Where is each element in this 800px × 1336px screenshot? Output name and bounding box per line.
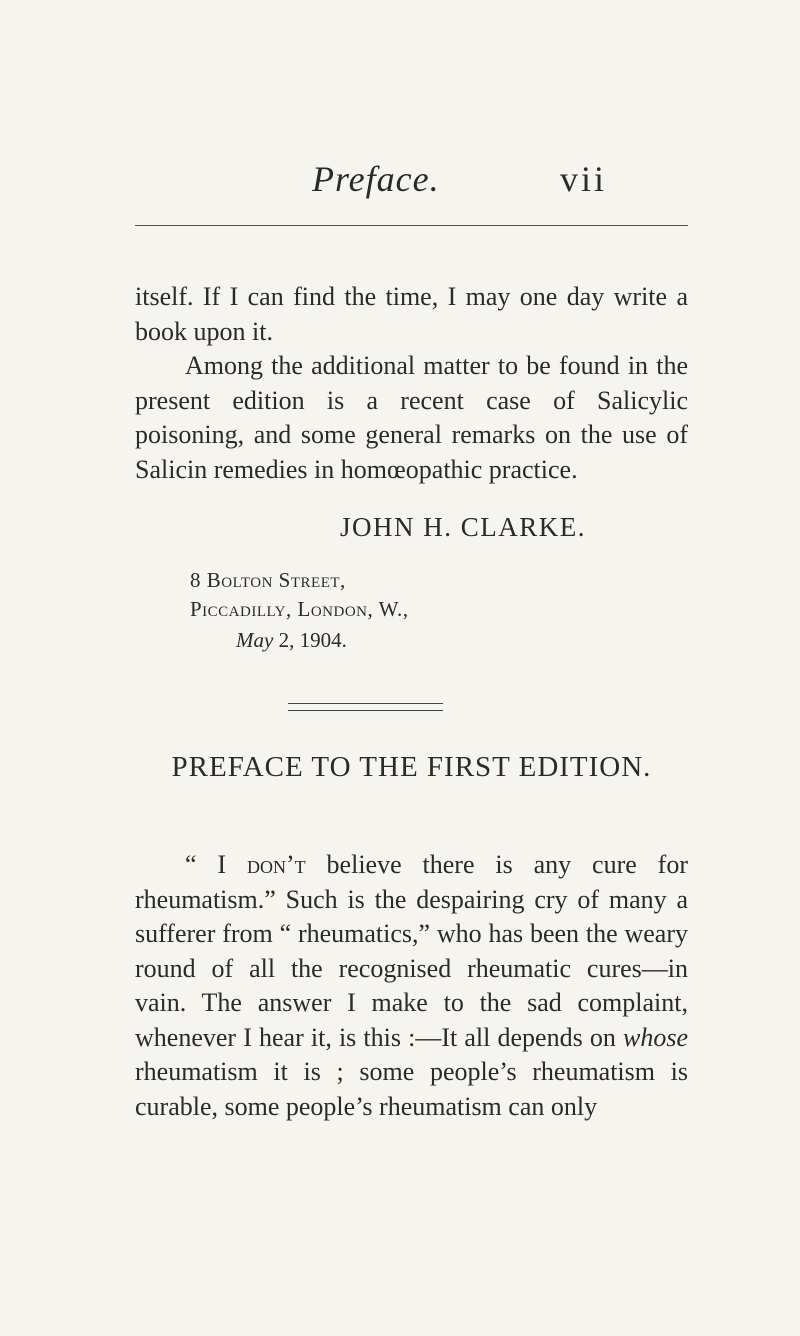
- address-line-1: [190, 566, 346, 595]
- page-number: vii: [560, 159, 608, 199]
- quote-open: “ I: [185, 850, 247, 879]
- section-heading: PREFACE TO THE FIRST EDITION.: [171, 751, 652, 783]
- author-signature: JOHN H. CLARKE.: [340, 512, 587, 542]
- paragraph-first-edition: [135, 848, 688, 1124]
- date-rest: 2, 1904.: [278, 628, 347, 652]
- paragraph-additional-matter: Among the additional matter to be found in the present edition is a recent case of Salicylic poisoning, and some general remarks on the use of Salicin remedies in homœopathic practice.: [135, 351, 688, 484]
- running-title: Preface.: [312, 159, 440, 199]
- running-head: [0, 158, 800, 198]
- paragraph-text-a: believe there is any cure for rheumatism.” Such is the despairing cry of many a sufferer from “ rheumatics,” who has been the weary round of all the recognised rheumatic cures—in vain. The answer I make to the sad complaint, whenever I hear it, is this :—It all depends on: [135, 850, 689, 1052]
- section-divider-bottom: [288, 710, 443, 711]
- quote-lead: don’t: [247, 850, 306, 879]
- header-rule: [135, 225, 688, 226]
- paragraph-continuation: itself. If I can find the time, I may one day write a book upon it.: [135, 282, 688, 346]
- address-city: Piccadilly, London, W.,: [190, 597, 409, 621]
- address-street: 8 Bolton Street,: [190, 568, 346, 592]
- date-month: May: [236, 628, 274, 652]
- emphasis-word: whose: [623, 1022, 688, 1052]
- section-divider-top: [288, 703, 443, 704]
- address-line-2: [190, 595, 409, 624]
- first-edition-body: [135, 848, 688, 1124]
- paragraph-text-b: rheumatism it is ; some people’s rheumatism is curable, some people’s rheumatism can only: [135, 1057, 688, 1121]
- address-date: [236, 626, 347, 655]
- preface-body: [135, 280, 688, 487]
